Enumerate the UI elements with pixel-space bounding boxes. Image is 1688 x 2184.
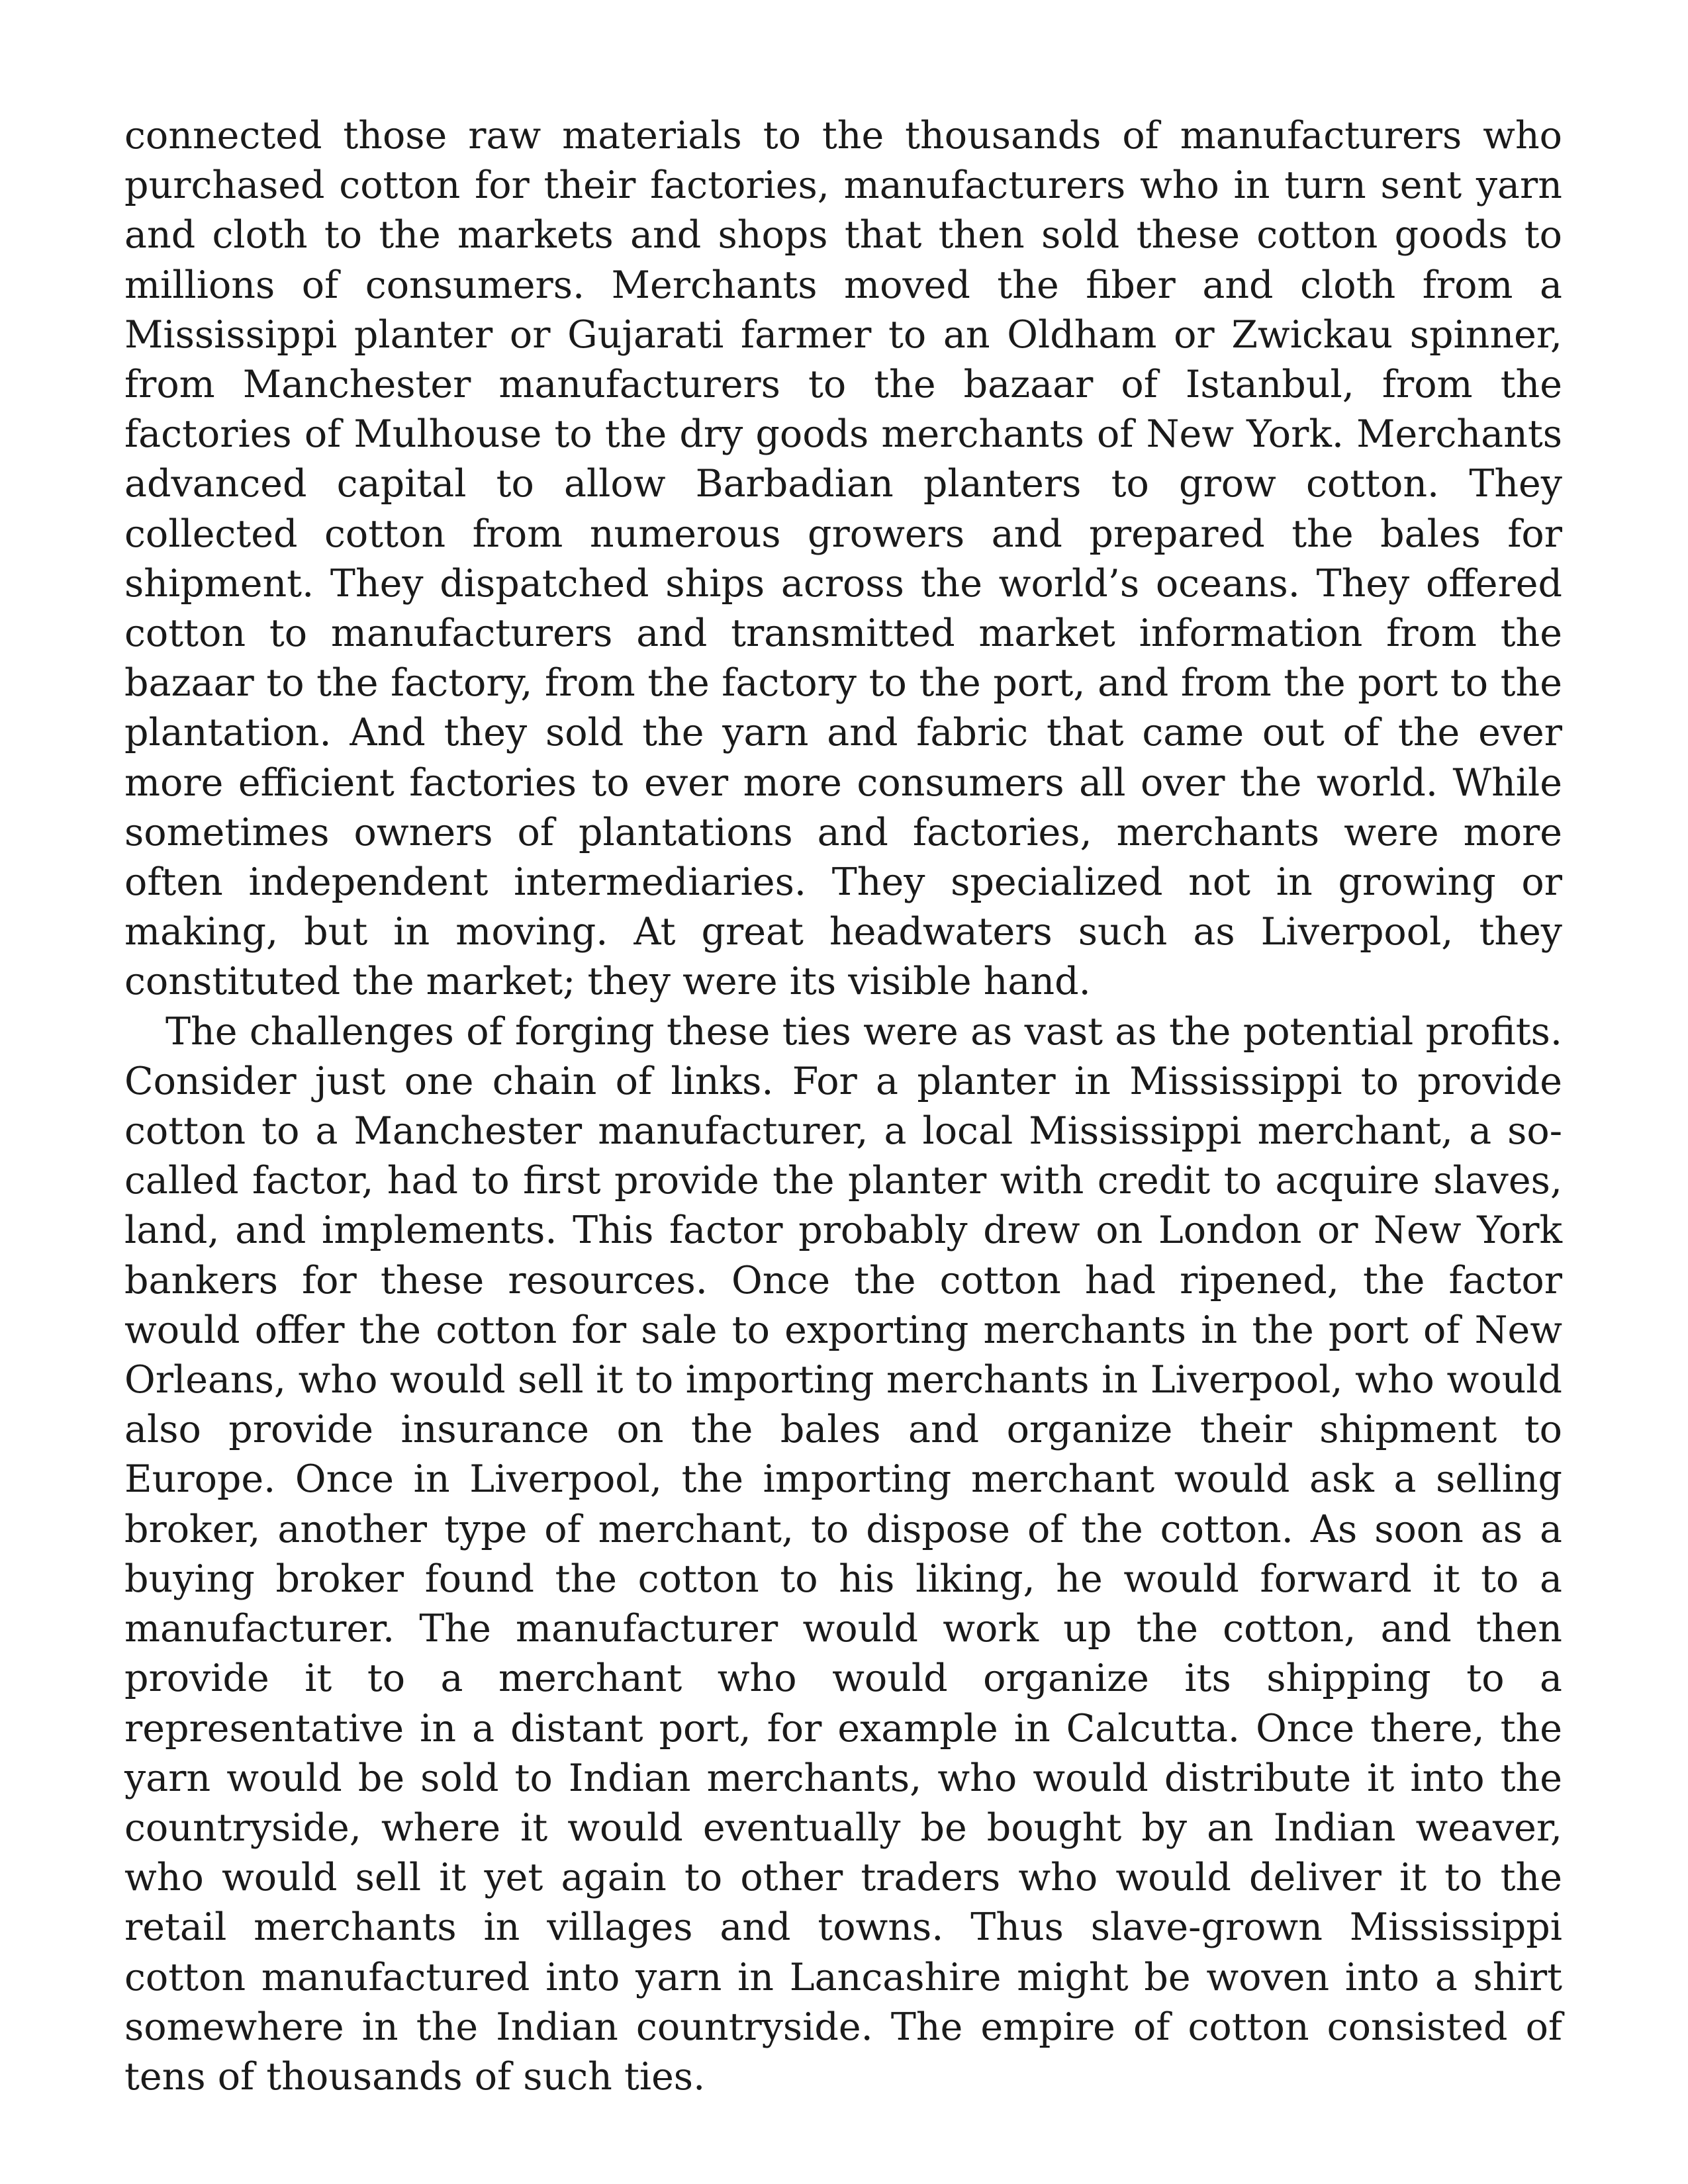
paragraph-1: connected those raw materials to the thousands of manufacturers who purchased cotton for their factories, manufacturers who in turn sent yarn and cloth to the markets and shops that then sold these cotton goods to millions of consumers. Merchants moved the fiber and cloth from a Mississippi planter or Gujarati farmer to an Oldham or Zwickau spinner, from Manchester manufacturers to the bazaar of Istanbul, from the factories of Mulhouse to the dry goods merchants of New York. Merchants advanced capital to allow Barbadian planters to grow cotton. They collected cotton from numerous growers and prepared the bales for shipment. They dispatched ships across the world’s oceans. They offered cotton to manufacturers and transmitted market information from the bazaar to the factory, from the factory to the port, and from the port to the plantation. And they sold the yarn and fabric that came out of the ever more efficient factories to ever more consumers all over the world. While sometimes owners of plantations and factories, merchants were more often independent intermediaries. They specialized not in growing or making, but in moving. At great headwaters such as Liverpool, they constituted the market; they were its visible hand. (124, 114, 1562, 1004)
page-body (124, 111, 1562, 2102)
paragraph-2: The challenges of forging these ties were as vast as the potential profits. Consider just one chain of links. For a planter in Mississippi to provide cotton to a Manchester manufacturer, a local Mississippi merchant, a so-called factor, had to first provide the planter with credit to acquire slaves, land, and implements. This factor probably drew on London or New York bankers for these resources. Once the cotton had ripened, the factor would offer the cotton for sale to exporting merchants in the port of New Orleans, who would sell it to importing merchants in Liverpool, who would also provide insurance on the bales and organize their shipment to Europe. Once in Liverpool, the importing merchant would ask a selling broker, another type of merchant, to dispose of the cotton. As soon as a buying broker found the cotton to his liking, he would forward it to a manufacturer. The manufacturer would work up the cotton, and then provide it to a merchant who would organize its shipping to a representative in a distant port, for example in Calcutta. Once there, the yarn would be sold to Indian merchants, who would distribute it into the countryside, where it would eventually be bought by an Indian weaver, who would sell it yet again to other traders who would deliver it to the retail merchants in villages and towns. Thus slave-grown Mississippi cotton manufactured into yarn in Lancashire might be woven into a shirt somewhere in the Indian countryside. The empire of cotton consisted of tens of thousands of such ties. (124, 1009, 1562, 2099)
